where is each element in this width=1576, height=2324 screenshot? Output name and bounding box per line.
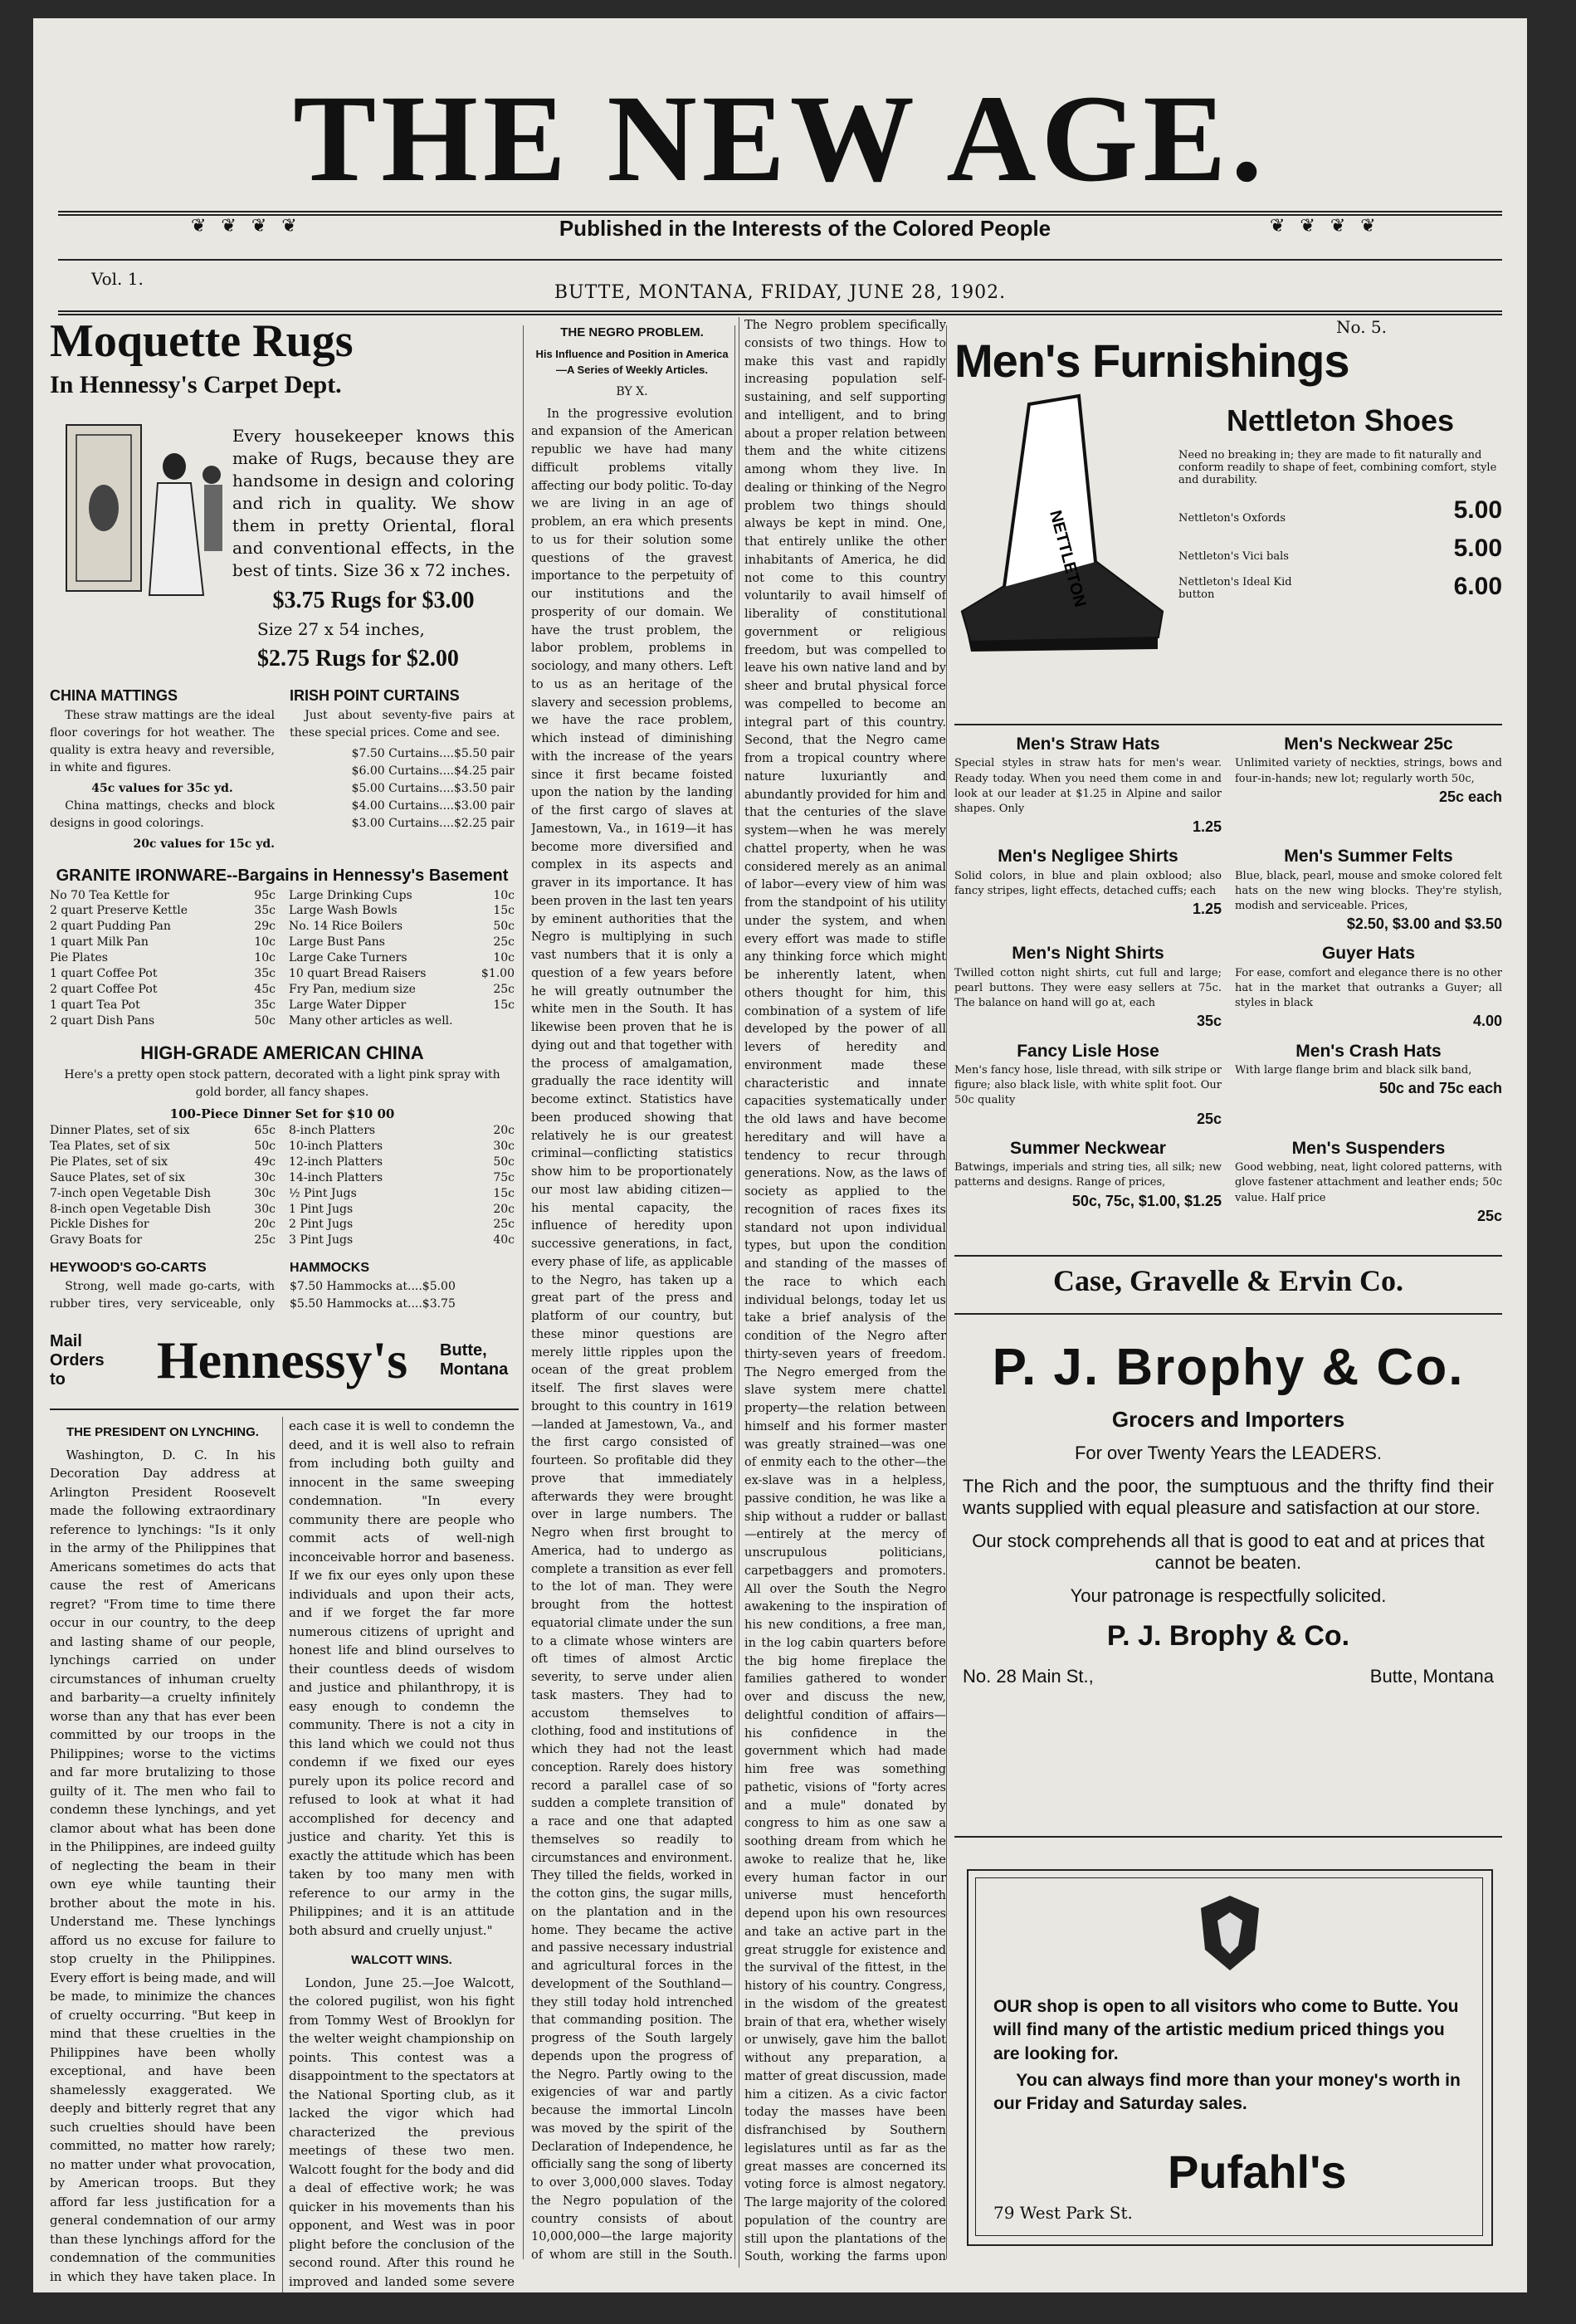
- table-row: [50, 888, 276, 904]
- item-price: 50c: [254, 1013, 276, 1028]
- item-name: Many other articles as well.: [289, 1013, 453, 1028]
- table-row: [289, 919, 515, 935]
- pufahl-text-1: OUR shop is open to all visitors who come to Butte. You will find many of the artistic medium priced things you are looking for.: [993, 1997, 1459, 2063]
- mattings-price-1: 45c values for 35c yd.: [91, 781, 233, 795]
- table-row: [50, 966, 276, 982]
- item-price: 1.25: [1192, 818, 1222, 836]
- item-name: 14-inch Platters: [289, 1170, 383, 1184]
- item-price: 30c: [254, 1202, 276, 1216]
- table-row: [289, 935, 515, 950]
- brophy-line-4: Your patronage is respectfully solicited.: [1070, 1585, 1387, 1606]
- item-name: Large Cake Turners: [289, 951, 407, 965]
- item-name: 2 Pint Jugs: [289, 1218, 354, 1232]
- table-row: [289, 1186, 515, 1202]
- shoes-title: Nettleton Shoes: [1226, 403, 1455, 437]
- china-title: HIGH-GRADE AMERICAN CHINA: [140, 1042, 424, 1063]
- hennessy-name: Hennessy's: [156, 1330, 408, 1389]
- ornament-right: ❦❦❦❦: [1270, 216, 1391, 237]
- pufahl-ad: [967, 1869, 1493, 2246]
- hammocks-title: HAMMOCKS: [290, 1261, 369, 1276]
- item-price: 25c: [493, 982, 515, 996]
- item-text: Unlimited variety of neckties, strings, bows and four-in-hands; new lot; regularly worth 50c,: [1235, 757, 1502, 785]
- table-row: [289, 982, 515, 998]
- table-row: [50, 1123, 276, 1139]
- item-price: 35c: [254, 904, 276, 918]
- item-price: 25c: [493, 935, 515, 950]
- table-row: [289, 1217, 515, 1233]
- item-name: 8-inch open Vegetable Dish: [50, 1202, 211, 1216]
- item-name: Pie Plates, set of six: [50, 1155, 168, 1169]
- item-name: Dinner Plates, set of six: [50, 1124, 190, 1138]
- rugs-size-2: Size 27 x 54 inches,: [257, 618, 425, 639]
- item-price: 10c: [254, 951, 276, 965]
- mens-item-neckwear: [1235, 732, 1502, 837]
- item-price: 35c: [1196, 1013, 1222, 1030]
- mens-items-grid: [954, 732, 1502, 1233]
- item-name: Large Wash Bowls: [289, 904, 398, 918]
- item-title: Men's Suspenders: [1291, 1138, 1446, 1158]
- table-row: [289, 1202, 515, 1218]
- mens-item-crash: [1235, 1039, 1502, 1130]
- item-name: Nettleton's Oxfords: [1178, 511, 1286, 525]
- item-price: 6.00: [1453, 572, 1502, 600]
- eagle-crest-icon: [1188, 1887, 1271, 1979]
- table-row: [289, 888, 515, 904]
- list-right: [289, 1123, 515, 1248]
- brophy-line-3: Our stock comprehends all that is good to eat and at prices that cannot be beaten.: [972, 1531, 1485, 1573]
- pufahl-name: Pufahl's: [1168, 2146, 1347, 2198]
- ornament-left: ❦❦❦❦: [191, 216, 312, 237]
- mail-orders-label: Mail Orders to: [50, 1331, 105, 1389]
- brophy-signature: P. J. Brophy & Co.: [1106, 1620, 1350, 1652]
- table-row: [50, 950, 276, 966]
- item-price: 50c, 75c, $1.00, $1.25: [1071, 1192, 1222, 1209]
- item-price: 20c: [493, 1202, 515, 1216]
- shoes-intro: Need no breaking in; they are made to fit naturally and conform readily to shape of feet, combining comfort, style and durability.: [1178, 448, 1497, 486]
- item-price: 40c: [493, 1233, 515, 1247]
- list-item: $5.00 Curtains....$3.50 pair: [351, 781, 515, 795]
- mens-item-summer-neck: [954, 1136, 1222, 1227]
- item-name: 2 quart Coffee Pot: [50, 982, 158, 996]
- table-row: [50, 998, 276, 1013]
- list-item: $7.50 Curtains....$5.50 pair: [351, 746, 515, 760]
- newspaper-page: [33, 18, 1527, 2292]
- item-price: 35c: [254, 998, 276, 1012]
- item-name: Large Bust Pans: [289, 935, 385, 950]
- negro-problem-article: [531, 317, 946, 2268]
- item-price: 20c: [493, 1124, 515, 1138]
- list-item: $5.50 Hammocks at....$3.75: [290, 1297, 456, 1311]
- item-text: For ease, comfort and elegance there is no other hat in the market that outranks a Guyer; all styles in black: [1235, 966, 1502, 1010]
- shoe-illustration: [954, 388, 1170, 662]
- article-body: Washington, D. C. In his Decoration Day address at Arlington President Roosevelt made the following extraordinary reference to lynchings: "Is it only in the army of the Philippines that Americans sometimes do acts that cause the rest of Americans regret? "From time to time there occur in our country, to the deep and lasting shame of our people, lynchings carried on under circumstances of inhuman cruelty and barbarity—a cruelty infinitely worse than any that has ever been committed by our troops in the Philippines; worse to the victims and far more brutalizing to those guilty of it. The men who fail to condemn these lynchings, and yet clamor about what has been done in the Philippines, are indeed guilty of neglecting the beam in their own eye while taunting their brother about the mote in his. Understand me. These lynchings afford us no excuse for failure to stop cruelty in the Philippines. Every effort is being made, and will be made, to minimize the chances of cruelty occurring. "But keep in mind that these cruelties in the Philippines have been wholly exceptional, and have been shamelessly exaggerated. We deeply and bitterly regret that any such cruelties should have been committed, no matter how rarely; no matter under what provocation, by American troops. But they afford far less justification for a general condemnation of our army than these lynchings afford for the condemnation of the communities in which they have taken place. In each case it is well to condemn the deed, and it is well also to refrain from including both guilty and innocent in the same sweeping condemnation. "In every community there are people who commit acts of well-nigh inconceivable horror and baseness. If we fix our eyes only upon these individuals and upon their acts, and if we forget the far more numerous citizens of upright and honest life and blind ourselves to their countless deeds of wisdom and justice and philanthropy, it is easy enough to condemn the community. There is not a city in this land which we could not thus condemn if we fixed our eyes purely upon its police record and refused to look at what it had accomplished for decency and justice and charity. Yet this is exactly the attitude which has been taken by too many men with reference to our army in the Philippines; and it is an attitude both absurd and cruelly unjust.": [50, 1418, 515, 2284]
- item-name: 1 Pint Jugs: [289, 1202, 354, 1216]
- table-row: [50, 1170, 276, 1186]
- table-row: [1178, 535, 1502, 563]
- hennessy-location: Butte, Montana: [440, 1341, 509, 1379]
- item-text: Twilled cotton night shirts, cut full and large; pearl buttons. They were easy sellers at 75c. The balance on hand will go at, each: [954, 966, 1222, 1010]
- masthead-tagline: Published in the Interests of the Colored People: [559, 216, 1051, 241]
- item-price: 95c: [254, 888, 276, 902]
- table-row: [50, 919, 276, 935]
- table-row: [50, 1155, 276, 1170]
- china-intro: Here's a pretty open stock pattern, decorated with a light pink spray with gold border, all fancy shapes.: [64, 1067, 500, 1099]
- hennessy-ad: [50, 317, 515, 1313]
- item-name: Large Drinking Cups: [289, 888, 412, 902]
- item-title: Men's Negligee Shirts: [998, 847, 1178, 867]
- table-row: [289, 1155, 515, 1170]
- mens-title: Men's Furnishings: [954, 334, 1349, 387]
- rugs-price-2: $2.75 Rugs for $2.00: [257, 645, 459, 671]
- mens-item-felts: [1235, 844, 1502, 935]
- shoe-brand-label: NETTLETON: [1046, 508, 1090, 609]
- table-row: [50, 1013, 276, 1029]
- article-subtitle: His Influence and Position in America—A Series of Weekly Articles.: [535, 347, 729, 376]
- item-price: 30c: [254, 1186, 276, 1200]
- item-text: With large flange brim and black silk band,: [1235, 1064, 1472, 1077]
- item-price: 35c: [254, 967, 276, 981]
- list-item: $7.50 Hammocks at....$5.00: [290, 1280, 456, 1294]
- brophy-subtitle: Grocers and Importers: [1111, 1407, 1345, 1432]
- curtains-title: IRISH POINT CURTAINS: [290, 686, 460, 704]
- mens-furnishings-ad: [954, 334, 1502, 1296]
- mens-item-lisle: [954, 1039, 1222, 1130]
- curtains-list: [290, 745, 515, 832]
- brophy-line-2: The Rich and the poor, the sumptuous and the thrifty find their wants supplied with equal pleasure and satisfaction at our store.: [963, 1476, 1494, 1518]
- item-price: 15c: [493, 904, 515, 918]
- item-price: 50c: [493, 920, 515, 934]
- item-price: 5.00: [1453, 496, 1502, 524]
- table-row: [1178, 496, 1502, 525]
- item-name: Fry Pan, medium size: [289, 982, 416, 996]
- item-name: Nettleton's Ideal Kid button: [1178, 575, 1292, 601]
- item-name: Tea Plates, set of six: [50, 1140, 170, 1153]
- mens-item-night: [954, 941, 1222, 1032]
- item-text: Blue, black, pearl, mouse and smoke colored felt hats on the new wing blocks. They're stylish, modish and serviceable. Prices,: [1235, 869, 1502, 913]
- item-price: 50c and 75c each: [1378, 1080, 1502, 1097]
- item-price: 10c: [493, 888, 515, 902]
- dateline: BUTTE, MONTANA, FRIDAY, JUNE 28, 1902.: [554, 282, 1007, 303]
- item-name: 10 quart Bread Raisers: [289, 967, 427, 981]
- firm-name: Case, Gravelle & Ervin Co.: [1053, 1264, 1403, 1297]
- brophy-line-1: For over Twenty Years the LEADERS.: [1074, 1443, 1383, 1463]
- item-title: Fancy Lisle Hose: [1017, 1041, 1159, 1061]
- article-title: THE PRESIDENT ON LYNCHING.: [66, 1425, 259, 1439]
- item-name: 1 quart Milk Pan: [50, 935, 149, 950]
- ironware-title: GRANITE IRONWARE--Bargains in Hennessy's Basement: [56, 866, 509, 885]
- mattings-price-2: 20c values for 15c yd.: [133, 837, 275, 851]
- list-left: [50, 1123, 276, 1248]
- mattings-text-2: China mattings, checks and block designs in good colorings.: [50, 798, 275, 830]
- item-price: 1.25: [1192, 901, 1222, 918]
- china-table: [50, 1123, 515, 1248]
- item-name: Sauce Plates, set of six: [50, 1170, 185, 1184]
- item-name: 1 quart Tea Pot: [50, 998, 140, 1012]
- item-name: No. 14 Rice Boilers: [289, 920, 403, 934]
- item-text: Solid colors, in blue and plain oxblood; also fancy stripes, light effects, detached cuffs; each: [954, 869, 1222, 897]
- item-name: 1 quart Coffee Pot: [50, 967, 158, 981]
- shoes-price-list: [1178, 496, 1502, 601]
- gocarts-text-1: Strong, well made go-carts, with rubber tires, very serviceable, only: [50, 1280, 275, 1311]
- table-row: [289, 1233, 515, 1248]
- item-price: 5.00: [1453, 534, 1502, 562]
- pufahl-address: 79 West Park St.: [993, 2203, 1133, 2223]
- item-title: Men's Straw Hats: [1016, 735, 1160, 754]
- mens-item-guyer: [1235, 941, 1502, 1032]
- item-text: Good webbing, neat, light colored patterns, with glove fastener attachment and leather ends; 50c value. Half price: [1235, 1161, 1502, 1204]
- item-title: Men's Night Shirts: [1012, 944, 1164, 964]
- item-name: Pie Plates: [50, 951, 108, 965]
- item-title: Men's Summer Felts: [1284, 847, 1453, 867]
- brophy-title: P. J. Brophy & Co.: [992, 1339, 1465, 1396]
- curtains-intro: Just about seventy-five pairs at these special prices. Come and see.: [290, 708, 515, 740]
- item-name: Nettleton's Vici bals: [1178, 549, 1289, 563]
- item-price: 50c: [254, 1140, 276, 1153]
- table-row: [289, 966, 515, 982]
- item-price: 15c: [493, 998, 515, 1012]
- article-byline: BY X.: [616, 384, 648, 398]
- china-set: 100-Piece Dinner Set for $10 00: [169, 1106, 395, 1121]
- rugs-intro: Every housekeeper knows this make of Rugs, because they are handsome in design and coloring and rich in quality. We show them in pretty Oriental, floral and conventional effects, in the best of tints. Size 36 x 72 inches.: [232, 425, 515, 580]
- volume-label: Vol. 1.: [91, 269, 144, 289]
- item-text: Special styles in straw hats for men's wear. Ready today. When you need them come in and look at our leader at $1.25 in Alpine and sailor shapes. Only: [954, 757, 1222, 815]
- walcott-title: WALCOTT WINS.: [351, 1953, 452, 1967]
- list-left: [50, 888, 276, 1029]
- item-price: 45c: [254, 982, 276, 996]
- item-price: 25c each: [1438, 788, 1502, 805]
- item-price: 4.00: [1472, 1013, 1502, 1030]
- masthead-title: THE NEW AGE.: [293, 70, 1267, 208]
- item-name: 10-inch Platters: [289, 1140, 383, 1153]
- item-price: 25c: [254, 1233, 276, 1247]
- item-name: No 70 Tea Kettle for: [50, 888, 169, 902]
- table-row: [50, 903, 276, 919]
- list-item: $4.00 Curtains....$3.00 pair: [351, 798, 515, 813]
- item-name: Pickle Dishes for: [50, 1218, 149, 1232]
- item-name: 8-inch Platters: [289, 1124, 376, 1138]
- brophy-address: No. 28 Main St.,: [963, 1666, 1094, 1687]
- item-price: 75c: [493, 1170, 515, 1184]
- issue-number: No. 5.: [1336, 317, 1387, 337]
- table-row: [289, 1123, 515, 1139]
- rugs-price-1: $3.75 Rugs for $3.00: [272, 587, 475, 613]
- item-price: 65c: [254, 1124, 276, 1138]
- table-row: [289, 950, 515, 966]
- item-name: 3 Pint Jugs: [289, 1233, 354, 1247]
- item-title: Summer Neckwear: [1010, 1138, 1166, 1158]
- table-row: [50, 982, 276, 998]
- item-title: Men's Crash Hats: [1295, 1041, 1442, 1061]
- item-price: 30c: [493, 1140, 515, 1153]
- mattings-title: CHINA MATTINGS: [50, 686, 178, 704]
- table-row: [289, 903, 515, 919]
- table-row: [50, 935, 276, 950]
- item-name: 2 quart Dish Pans: [50, 1013, 155, 1028]
- item-price: 15c: [493, 1186, 515, 1200]
- table-row: [289, 1013, 515, 1029]
- table-row: [289, 1170, 515, 1186]
- hennessy-banner: [50, 1330, 515, 1391]
- item-price: $2.50, $3.00 and $3.50: [1346, 915, 1502, 933]
- item-title: Men's Neckwear 25c: [1284, 735, 1453, 754]
- item-text: Men's fancy hose, lisle thread, with silk stripe or figure; also black lisle, with white split foot. Our 50c quality: [954, 1064, 1222, 1107]
- table-row: [50, 1186, 276, 1202]
- list-item: $6.00 Curtains....$4.25 pair: [351, 764, 515, 778]
- mens-item-suspenders: [1235, 1136, 1502, 1227]
- item-price: 10c: [493, 951, 515, 965]
- mattings-text-1: These straw mattings are the ideal floor coverings for hot weather. The quality is extra heavy and reversible, in white and figures.: [50, 708, 275, 774]
- rugs-subtitle: In Hennessy's Carpet Dept.: [50, 370, 342, 398]
- brophy-city: Butte, Montana: [1369, 1666, 1494, 1687]
- item-name: ½ Pint Jugs: [289, 1186, 357, 1200]
- brophy-ad: [963, 1338, 1494, 1687]
- ironware-table: [50, 888, 515, 1029]
- item-price: 49c: [254, 1155, 276, 1169]
- article-title: THE NEGRO PROBLEM.: [560, 325, 704, 339]
- table-row: [1178, 573, 1502, 601]
- walcott-body: London, June 25.—Joe Walcott, the colored pugilist, won his fight from Tommy West of Brooklyn for the welter weight championship on points. This contest was a disappointment to the spectators at the National Sporting club, as it lacked the vigor which had characterized the previous meetings of these two men. Walcott fought for the body and did a deal of effective work; he was quicker in his movements than his opponent, and West was in poor plight before the conclusion of the second round. After this round he improved and landed some severe: [289, 1975, 515, 2289]
- table-row: [50, 1233, 276, 1248]
- item-price: $1.00: [481, 967, 515, 981]
- item-price: 29c: [254, 920, 276, 934]
- mens-item-straw: [954, 732, 1222, 837]
- table-row: [50, 1217, 276, 1233]
- article-body: In the progressive evolution and expansion of the American republic we have had many difficult problems vitally affecting our body politic. To-day we are living in an age of problem, an era which presents to us for their solution some questions of the gravest importance to the perpetuity of our institutions and the prosperity of our domain. We have the trust problem, the labor problem, problems in sociology, and many others. Left to us as an heritage of the slavery and secession problems, we have the race problem, which instead of diminishing with the increase of the years since it first became foisted upon the nation by the landing of the first cargo of slaves at Jamestown, Va., in 1619—it has become more diversified and complex in its aspects and graver in its importance. It has been proven in the last ten years by eminent authorities that the Negro is multiplying in such vast numbers that it is only a question of a few years before he will greatly outnumber the white men in the South. It has likewise been proven that he is dying out and that together with the process of amalgamation, gradually the race identity will become extinct. Statistics have been produced showing that relatively he is our greatest criminal—conflicting statistics show him to be proportionately our most law abiding citizen—his mental capacity, the influence of heredity upon successive generations, in fact, every phase of life, as applicable to the Negro, has taken up a great part of the press and platform of our country, but these minor questions are merely little ripples upon the ocean of the great problem itself. The first slaves were brought to this country in 1619—landed at Jamestown, Va., and the first cargo consisted of fourteen. So profitable did they prove that immediately afterwards they were brought over in large numbers. The Negro when first brought to America, had to undergo as complete a transition as ever fell to the lot of man. They were brought from the hottest equatorial climate under the sun to a climate whose winters are oft times of almost Arctic severity, to serve under alien task masters. They had to accustom themselves to clothing, food and institutions of which they had not the least conception. Rarely does history record a parallel case of so sudden a complete transition of a race and one that adapted themselves so readily to circumstances and environment. They tilled the fields, worked in the cotton gins, the sugar mills, on the plantation and in the home. They became the active and passive necessary industrial and agricultural forces in the development of the Southland—they still today hold intrenched that commanding position. The progress of the South largely depends upon the progress of the Negro. Partly owing to the exigencies of war and partly because the immortal Lincoln was moved by the spirit of the Declaration of Independence, he officially sang the song of liberty to over 3,000,000 slaves. Today the Negro population of the country consists of about 10,000,000—the large majority of whom are still in the South. The Negro problem specifically consists of two things. How to make this vast and rapidly increasing population self-sustaining, and self supporting and intelligent, and to bring about a proper relation between them and the white citizens among whom they live. In dealing or thinking of the Negro problem two things should always be kept in mind. One, that entirely unlike the other inhabitants of America, he did not come to this country voluntarily to avail himself of liberality of constitutional government or religious freedom, but was compelled to leave his own native land and by sheer and brutal physical force was compelled to become an integral part of this country. Second, that the Negro came from a tropical country where nature luxuriantly and abundantly provided for him and that the centuries of the slave system—when he was merely chattel property, when he was considered merely as an animal of labor—every view of him was from the standpoint of his utility under the system, and when every effort was made to stifle any thinking force which might be inherently latent, when others thought for him, this combination of a system of life developed by the power of all levers of heredity and environment made these characteristic and innate capacities systematically under the old laws and have become hereditary and will have a tendency to recur through generations. Now, as the laws of society as applied to the recognition of races fixes its standard not upon individual types, but upon the condition and standing of the masses of the race to which each individual belongs, today let us take a brief analysis of the condition of the Negro after thirty-seven years of freedom. The Negro emerged from the slave system mere chattel property—the relation between himself and his former master was greatly strained—was one of enmity each to the other—the ex-slave was in a helpless, passive condition, he was like a ship without a rudder or ballast—entirely at the mercy of unscrupulous politicians, carpetbaggers and promoters. All over the South the Negro awakening to the inspiration of his new conditions, a free man, in the log cabin quarters before the big home fireplace the families gathered to wonder over and discuss the new, delightful condition of affairs—his confidence in the government which had made him free was something pathetic, visions of "forty acres and a mule" donated by congress to him as one saw a soothing dream from which he awoke to realize that he, like every human factor in our universe must henceforth depend upon his own resources and take an active part in the great struggle for existence and the survival of the fittest, in the history of his country. Congress, in the wisdom of the greatest brain of that era, whether wisely or unwisely, gave him the ballot without any preparation, a matter of great discussion, made him a citizen. As a civic factor today the masses have been disfranchised by Southern legislatures until as far as the great masses are concerned its voting force is almost negatory. The large majority of the colored population of the country are still upon the plantations of the South, working the farms upon: [531, 319, 946, 2264]
- item-name: Large Water Dipper: [289, 998, 407, 1012]
- item-title: Guyer Hats: [1321, 944, 1416, 964]
- table-row: [289, 1139, 515, 1155]
- table-row: [50, 1139, 276, 1155]
- item-name: 12-inch Platters: [289, 1155, 383, 1169]
- item-price: 20c: [254, 1218, 276, 1232]
- mens-item-negligee: [954, 844, 1222, 935]
- item-price: 30c: [254, 1170, 276, 1184]
- gocarts-title: HEYWOOD'S GO-CARTS: [50, 1261, 207, 1276]
- item-name: 2 quart Pudding Pan: [50, 920, 171, 934]
- list-right: [289, 888, 515, 1029]
- item-name: 2 quart Preserve Kettle: [50, 904, 188, 918]
- rug-illustration: [50, 408, 232, 608]
- item-price: 25c: [493, 1218, 515, 1232]
- item-price: 25c: [1196, 1110, 1222, 1127]
- table-row: [50, 1202, 276, 1218]
- item-name: 7-inch open Vegetable Dish: [50, 1186, 211, 1200]
- list-item: $3.00 Curtains....$2.25 pair: [351, 816, 515, 830]
- item-text: Batwings, imperials and string ties, all silk; new patterns and designs. Range of prices,: [954, 1161, 1222, 1189]
- lynching-article: [50, 1417, 515, 2292]
- pufahl-text-2: You can always find more than your money's worth in our Friday and Saturday sales.: [993, 2071, 1461, 2114]
- item-name: Gravy Boats for: [50, 1233, 143, 1247]
- item-price: 50c: [493, 1155, 515, 1169]
- table-row: [289, 998, 515, 1013]
- rugs-title: Moquette Rugs: [50, 317, 354, 367]
- item-price: 10c: [254, 935, 276, 950]
- item-price: 25c: [1476, 1207, 1502, 1224]
